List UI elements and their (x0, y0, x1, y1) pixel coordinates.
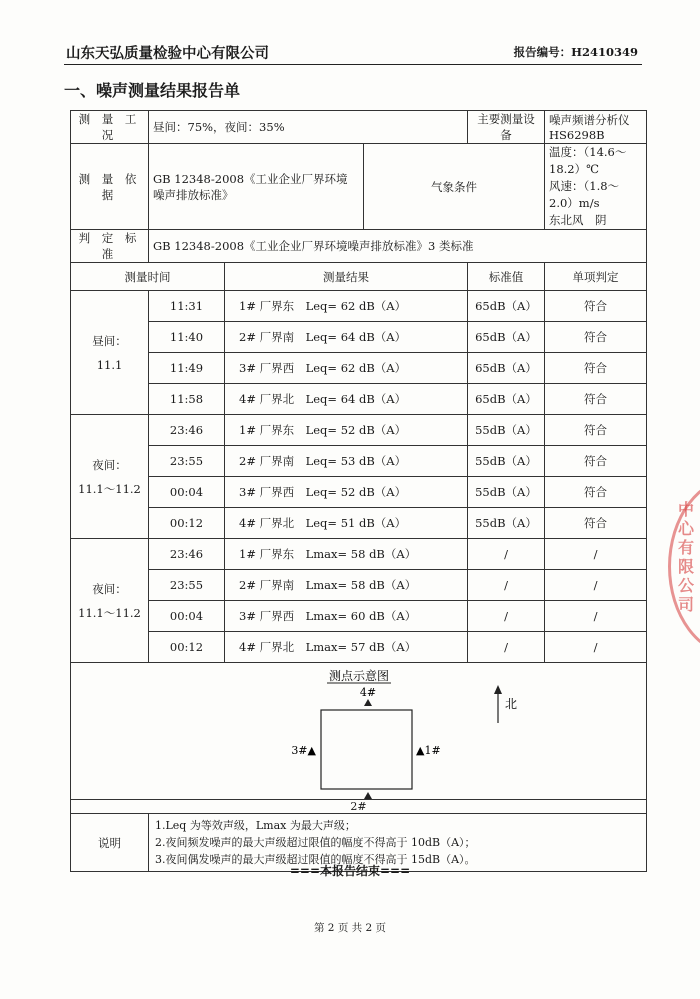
row-result: 4# 厂界北 Leq= 51 dB（A） (225, 508, 468, 539)
row-result: 1# 厂界东 Leq= 62 dB（A） (225, 291, 468, 322)
row-time: 11:40 (149, 322, 225, 353)
row-standard: 55dB（A） (468, 508, 545, 539)
diagram-title: 测点示意图 (328, 669, 390, 683)
criteria-value: GB 12348-2008《工业企业厂界环境噪声排放标准》3 类标准 (149, 230, 647, 263)
conditions-value: 昼间：75%，夜间：35% (149, 111, 468, 144)
row-time: 00:12 (149, 632, 225, 663)
weather-wind-speed: 风速：（1.8～2.0）m/s (549, 179, 620, 210)
row-result: 2# 厂界南 Lmax= 58 dB（A） (225, 570, 468, 601)
row-judgment: 符合 (545, 446, 647, 477)
page-number: 第 2 页 共 2 页 (313, 922, 387, 934)
row-time: 23:46 (149, 539, 225, 570)
row-result: 3# 厂界西 Leq= 62 dB（A） (225, 353, 468, 384)
period-label: 夜间： (92, 457, 127, 472)
row-judgment: / (545, 539, 647, 570)
period-day (71, 291, 149, 415)
row-time: 00:04 (149, 477, 225, 508)
row-result: 3# 厂界西 Lmax= 60 dB（A） (225, 601, 468, 632)
point-3-label: 3#▲ (291, 744, 316, 757)
seal-text: 中心有限公司 (678, 500, 695, 614)
period-date: 11.1～11.2 (78, 481, 141, 496)
row-standard: 65dB（A） (468, 384, 545, 415)
row-judgment: 符合 (545, 415, 647, 446)
row-judgment: 符合 (545, 384, 647, 415)
point-1-label: ▲1# (416, 744, 441, 757)
note-line: 1.Leq 为等效声级，Lmax 为最大声级； (155, 819, 356, 832)
row-result: 4# 厂界北 Leq= 64 dB（A） (225, 384, 468, 415)
page-title: 一、噪声测量结果报告单 (64, 81, 241, 100)
report-no-label: 报告编号： (513, 45, 572, 59)
row-time: 23:55 (149, 446, 225, 477)
basis-label: 测 量 依 据 (71, 144, 149, 230)
row-standard: 65dB（A） (468, 322, 545, 353)
end-of-report: ===本报告结束=== (289, 864, 411, 878)
row-standard: 55dB（A） (468, 477, 545, 508)
report-number (514, 44, 638, 60)
weather-temperature: 温度：（14.6～18.2）℃ (549, 145, 627, 176)
report-no-value: H2410349 (571, 45, 638, 59)
row-time: 11:49 (149, 353, 225, 384)
row-result: 1# 厂界东 Leq= 52 dB（A） (225, 415, 468, 446)
row-judgment: / (545, 601, 647, 632)
period-date: 11.1 (96, 357, 123, 372)
point-4-label: 4# (359, 686, 377, 699)
row-judgment: 符合 (545, 508, 647, 539)
row-result: 4# 厂界北 Lmax= 57 dB（A） (225, 632, 468, 663)
row-time: 00:12 (149, 508, 225, 539)
measurement-diagram (71, 663, 647, 800)
point-4-marker (364, 699, 372, 706)
col-header-judgment: 单项判定 (545, 263, 647, 291)
notes-label: 说明 (71, 814, 149, 872)
plant-boundary (321, 710, 412, 789)
row-standard: 55dB（A） (468, 446, 545, 477)
row-time: 23:46 (149, 415, 225, 446)
row-judgment: 符合 (545, 291, 647, 322)
period-label: 夜间： (92, 581, 127, 596)
point-2-label: 2# (71, 800, 647, 814)
period-date: 11.1～11.2 (78, 605, 141, 620)
equipment-label: 主要测量设备 (468, 111, 545, 144)
equipment-value: 噪声频谱分析仪 HS6298B (545, 111, 647, 144)
weather-wind-direction: 东北风 阴 (549, 213, 607, 227)
diagram-svg (71, 663, 647, 799)
company-name: 山东天弘质量检验中心有限公司 (66, 46, 269, 62)
row-time: 11:58 (149, 384, 225, 415)
point-2-marker (364, 792, 372, 799)
weather-value (545, 144, 647, 230)
row-result: 3# 厂界西 Leq= 52 dB（A） (225, 477, 468, 508)
row-judgment: 符合 (545, 477, 647, 508)
period-night-lmax (71, 539, 149, 663)
row-standard: / (468, 601, 545, 632)
row-standard: 65dB（A） (468, 291, 545, 322)
row-time: 11:31 (149, 291, 225, 322)
note-line: 3.夜间偶发噪声的最大声级超过限值的幅度不得高于 15dB（A）。 (155, 853, 476, 866)
period-night-leq (71, 415, 149, 539)
col-header-standard: 标准值 (468, 263, 545, 291)
criteria-label: 判 定 标 准 (71, 230, 149, 263)
period-label: 昼间： (92, 333, 127, 348)
row-result: 2# 厂界南 Leq= 53 dB（A） (225, 446, 468, 477)
row-time: 23:55 (149, 570, 225, 601)
row-standard: / (468, 632, 545, 663)
row-judgment: / (545, 570, 647, 601)
note-line: 2.夜间频发噪声的最大声级超过限值的幅度不得高于 10dB（A）； (155, 836, 476, 849)
basis-value: GB 12348-2008《工业企业厂界环境噪声排放标准》 (149, 144, 364, 230)
row-judgment: 符合 (545, 322, 647, 353)
row-judgment: 符合 (545, 353, 647, 384)
row-standard: 55dB（A） (468, 415, 545, 446)
col-header-time: 测量时间 (71, 263, 225, 291)
row-standard: 65dB（A） (468, 353, 545, 384)
row-standard: / (468, 570, 545, 601)
row-time: 00:04 (149, 601, 225, 632)
row-standard: / (468, 539, 545, 570)
conditions-label: 测 量 工 况 (71, 111, 149, 144)
north-label: 北 (505, 697, 518, 711)
header-divider (64, 64, 642, 65)
row-result: 1# 厂界东 Lmax= 58 dB（A） (225, 539, 468, 570)
weather-label: 气象条件 (364, 144, 545, 230)
row-result: 2# 厂界南 Leq= 64 dB（A） (225, 322, 468, 353)
row-judgment: / (545, 632, 647, 663)
north-arrow-icon (494, 685, 502, 694)
noise-report-table (70, 110, 647, 872)
col-header-result: 测量结果 (225, 263, 468, 291)
